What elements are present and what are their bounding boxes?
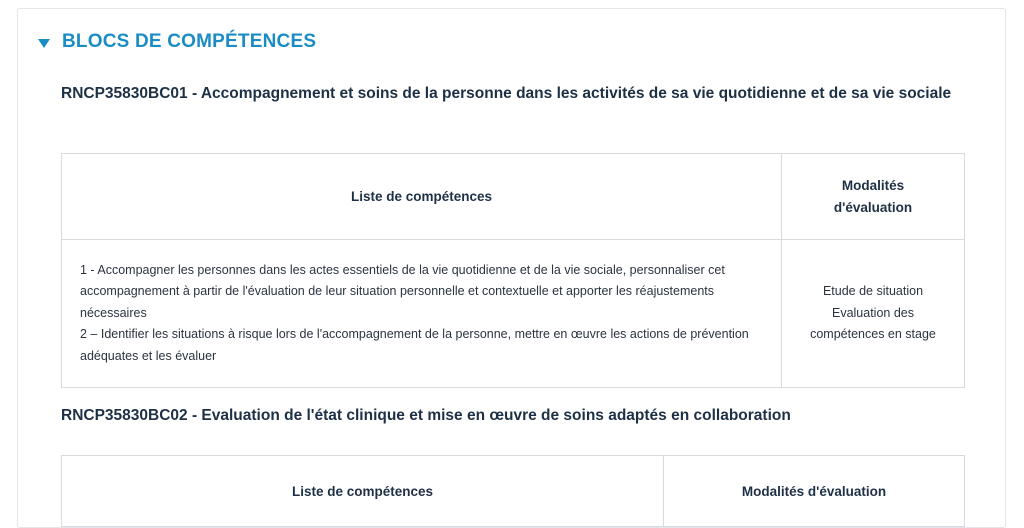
- modalite-item: Evaluation des compétences en stage: [810, 305, 936, 342]
- competences-card: [17, 8, 1006, 528]
- competence-item: 2 – Identifier les situations à risque lors de l'accompagnement de la personne, mettre en œuvre les actions de prévention adéquates et les évaluer: [80, 327, 749, 363]
- modalites-cell: [782, 240, 965, 388]
- bloc-title: RNCP35830BC02 - Evaluation de l'état clinique et mise en œuvre de soins adaptés en collaboration: [61, 407, 791, 424]
- competences-cell: [62, 240, 782, 388]
- bloc-title: RNCP35830BC01 - Accompagnement et soins de la personne dans les activités de sa vie quotidienne et de sa vie sociale: [61, 85, 952, 102]
- bloc-table: [61, 153, 965, 388]
- section-title: BLOCS DE COMPÉTENCES: [62, 31, 317, 52]
- table-header-competences: Liste de compétences: [62, 154, 782, 240]
- caret-down-icon[interactable]: [38, 39, 50, 48]
- table-header-competences: Liste de compétences: [62, 456, 664, 527]
- competence-item: 1 - Accompagner les personnes dans les actes essentiels de la vie quotidienne et de la vie sociale, personnaliser cet accompagnement à partir de l'évaluation de leur situation personnelle et contextuelle et apporter les réajustements nécessaires: [80, 262, 725, 320]
- table-header-modalites: Modalités d'évaluation: [782, 154, 965, 240]
- bloc-table: [61, 455, 965, 527]
- section-toggle[interactable]: [38, 31, 316, 53]
- modalite-item: Etude de situation: [822, 284, 924, 299]
- table-header-modalites: Modalités d'évaluation: [664, 456, 965, 527]
